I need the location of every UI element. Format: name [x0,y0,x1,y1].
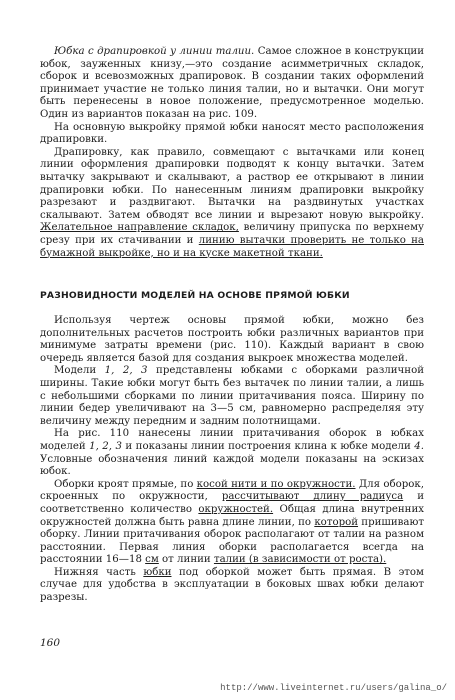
paragraph-lower-part: Нижняя часть юбки под оборкой может быть прямая. В этом случае для удобства в эксплуатации в боковых швах юбки делают разрезы. [40,566,424,604]
paragraph-drapery-method: Драпировку, как правило, совмещают с вытачками или конец линии оформления драпировки подводят к концу вытачки. Затем вытачку закрывают и скалывают, а раствор ее открывают в линии драпировки юбки. По нанесенным линиям драпировки выкройку разрезают и раздвигают. Вытачки на раздвинутых участках скалывают. Затем обводят все линии и вырезают новую выкройку. Желательное направление складок, величину припуска по верхнему срезу при их стачивании и линию вытачки проверить не только на бумажной выкройке, но и на куске макетной ткани. [40,146,425,259]
section-variants-text [40,315,424,605]
paragraph-frill-cutting: Оборки кроят прямые, по косой нити и по окружности. Для оборок, скроенных по окружности, рассчитывают длину радиуса и соответственно количество окружностей. Общая длина внутренних окружностей должна быть равна длине линии, по которой пришивают оборку. Линии притачивания оборок располагают от талии на разном расстоянии. Первая линия оборки располагается всегда на расстоянии 16—18 см от линии талии (в зависимости от роста). [40,478,424,566]
paragraph-variants-intro: Используя чертеж основы прямой юбки, можно без дополнительных расчетов построить юбки различных вариантов при минимуме затраты времени (рис. 110). Каждый вариант в свою очередь является базой для создания выкроек множества моделей. [40,315,424,364]
source-watermark: http://www.liveinternet.ru/users/galina_o/ [220,683,447,693]
paragraph-drapery-intro: Юбка с драпировкой у линии талии. Самое сложное в конструкции юбок, зауженных книзу,—это создание асимметричных складок, сборок и всевозможных драпировок. В создании таких оформлений принимает участие не только линия талии, но и вытачки. Они могут быть перенесены в новое положение, предусмотренное моделью. Один из вариантов показан на рис. 109. [40,46,424,120]
section-heading: РАЗНОВИДНОСТИ МОДЕЛЕЙ НА ОСНОВЕ ПРЯМОЙ ЮБКИ [40,290,350,301]
page-number: 160 [40,637,61,649]
paragraph-figure-110: На рис. 110 нанесены линии притачивания оборок в юбках моделей 1, 2, 3 и показаны линии построения клина к юбке модели 4. Условные обозначения линий каждой модели показаны на эскизах юбок. [40,428,425,478]
paragraph-drapery-placement: На основную выкройку прямой юбки наносят место расположения драпировки. [40,121,424,146]
section-drapery-text [40,46,424,260]
paragraph-models-frills: Модели 1, 2, 3 представлены юбками с оборками различной ширины. Такие юбки могут быть без вытачек по линии талии, а лишь с небольшими сборками по линии притачивания пояса. Ширину по линии бедер увеличивают на 3—5 см, равномерно распределяя эту величину между передним и задним полотнищами. [40,365,424,427]
subsection-title: Юбка с драпировкой у линии талии. [54,46,255,57]
